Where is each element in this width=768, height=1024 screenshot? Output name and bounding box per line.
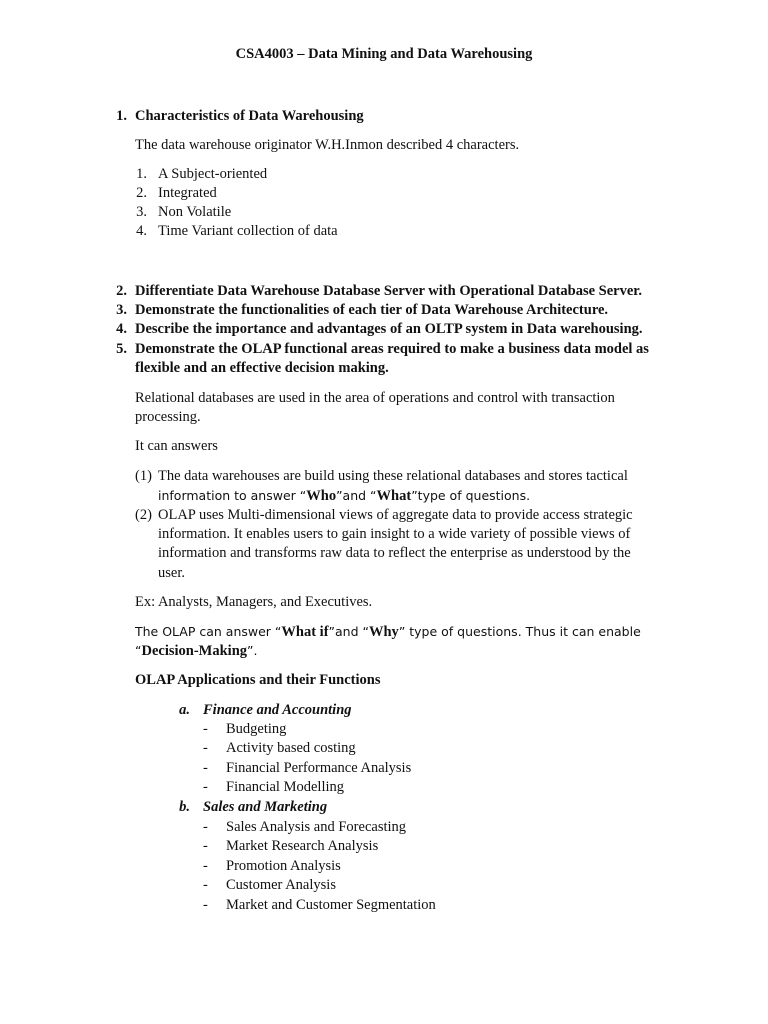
point-text-continued: information and transforms raw data to reflect the enterprise as understood by the [158,545,631,561]
question-text: Demonstrate the OLAP functional areas required to make a business data model as [135,341,649,357]
why-keyword: Why [368,624,399,640]
function-item: Customer Analysis [226,877,336,893]
function-item: Market Research Analysis [226,838,379,854]
characteristic-item: Time Variant collection of data [158,223,338,239]
who-keyword: Who [306,488,337,504]
characteristic-number: 4. [136,223,147,239]
olap-answer-segment: “ [135,643,142,658]
function-item: Sales Analysis and Forecasting [226,819,407,835]
point-text: The data warehouses are build using these relational databases and stores tactical [158,468,628,484]
question-number: 2. [116,283,127,299]
bullet-dash: - [203,760,208,776]
document-title: CSA4003 – Data Mining and Data Warehousing [235,46,533,62]
bullet-dash: - [203,779,208,795]
question-text: Demonstrate the functionalities of each tier of Data Warehouse Architecture. [135,302,609,318]
olap-answer-text [135,622,641,642]
application-name: Sales and Marketing [203,799,328,815]
point-text-segment: ”and “ [336,488,377,503]
bullet-dash: - [203,877,208,893]
question-number: 3. [116,302,127,318]
what-keyword: What [376,488,412,504]
point-text-continued: information. It enables users to gain insight to a wide variety of possible views of [158,526,631,542]
olap-answer-segment: The OLAP can answer “ [135,624,282,639]
point-number: (2) [135,507,152,523]
olap-answer-segment: ”and “ [328,624,369,639]
relational-paragraph: Relational databases are used in the area of operations and control with transaction [135,390,615,406]
application-letter: a. [179,702,190,718]
question-number: 5. [116,341,127,357]
characteristic-number: 3. [136,204,147,220]
olap-answer-segment: ”. [247,643,258,658]
point-text: OLAP uses Multi-dimensional views of aggregate data to provide access strategic [158,507,633,523]
point-number: (1) [135,468,152,484]
bullet-dash: - [203,721,208,737]
function-item: Promotion Analysis [226,858,341,874]
point-text-continued: user. [158,565,185,581]
question-text: Describe the importance and advantages of an OLTP system in Data warehousing. [135,321,643,337]
point-text-segment: ”type of questions. [411,488,531,503]
bullet-dash: - [203,858,208,874]
function-item: Financial Modelling [226,779,344,795]
application-name: Finance and Accounting [203,702,352,718]
question-1-intro: The data warehouse originator W.H.Inmon described 4 characters. [135,137,520,153]
characteristic-number: 1. [136,166,147,182]
relational-paragraph-continued: processing. [135,409,201,425]
olap-answer-segment: ” type of questions. Thus it can enable [398,624,641,639]
question-1-heading: Characteristics of Data Warehousing [135,108,364,124]
applications-heading: OLAP Applications and their Functions [135,672,381,688]
characteristic-item: Non Volatile [158,204,232,220]
what-if-keyword: What if [281,624,329,640]
function-item: Financial Performance Analysis [226,760,412,776]
decision-making-keyword: Decision-Making [141,643,248,659]
point-text-continued [158,486,530,506]
question-number: 4. [116,321,127,337]
example-text: Ex: Analysts, Managers, and Executives. [135,594,373,610]
function-item: Market and Customer Segmentation [226,897,436,913]
question-text-continued: flexible and an effective decision making. [135,360,389,376]
characteristic-item: A Subject-oriented [158,166,268,182]
bullet-dash: - [203,819,208,835]
bullet-dash: - [203,838,208,854]
question-text: Differentiate Data Warehouse Database Server with Operational Database Server. [135,283,643,299]
point-text-segment: information to answer “ [158,488,307,503]
bullet-dash: - [203,740,208,756]
olap-answer-text-continued [135,641,257,661]
characteristic-item: Integrated [158,185,217,201]
function-item: Activity based costing [226,740,356,756]
application-letter: b. [179,799,190,815]
question-1-number: 1. [116,108,127,124]
can-answers-text: It can answers [135,438,218,454]
function-item: Budgeting [226,721,287,737]
bullet-dash: - [203,897,208,913]
characteristic-number: 2. [136,185,147,201]
